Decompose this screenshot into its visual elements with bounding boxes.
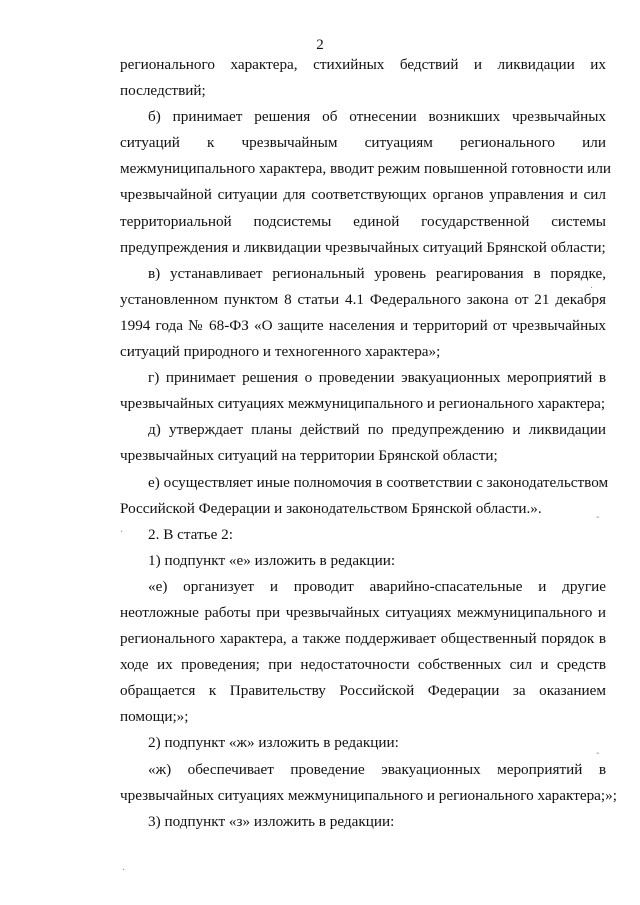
text-line: межмуниципального характера, вводит режим повышенной готовности или [120,160,612,178]
scan-speck: · [590,283,594,294]
text-line: неотложные работы при чрезвычайных ситуациях межмуниципального и [120,603,606,621]
text-line: д) утверждает планы действий по предупреждению и ликвидации [148,421,606,439]
text-line: территориальной подсистемы единой государственной системы [120,212,606,230]
paragraph [120,730,606,756]
page-number: 2 [316,37,324,53]
paragraph [120,365,606,417]
document-body [120,52,617,835]
text-line: 1) подпункт «е» изложить в редакции: [148,551,396,569]
paragraph [120,522,606,548]
text-line: чрезвычайной ситуации для соответствующих органов управления и сил [120,186,606,204]
text-line: е) осуществляет иные полномочия в соответствии с законодательством [148,473,609,491]
scan-speck: - [596,512,600,523]
paragraph [120,574,606,731]
scan-speck: - [596,748,600,759]
text-line: чрезвычайных ситуациях межмуниципального и регионального характера;»; [120,786,617,804]
text-line: г) принимает решения о проведении эвакуационных мероприятий в [148,369,606,387]
text-line: «ж) обеспечивает проведение эвакуационных мероприятий в [148,760,606,778]
paragraph [120,757,617,809]
text-line: ситуаций природного и техногенного характера»; [120,343,441,361]
text-line: предупреждения и ликвидации чрезвычайных ситуаций Брянской области; [120,238,606,256]
text-line: обращается к Правительству Российской Федерации за оказанием [120,682,606,700]
text-line: чрезвычайных ситуациях межмуниципального и регионального характера; [120,395,606,413]
text-line: регионального характера, стихийных бедствий и ликвидации их [120,56,606,73]
text-line: регионального характера, а также поддерживает общественный порядок в [120,630,606,648]
text-line: 1994 года № 68-ФЗ «О защите населения и территорий от чрезвычайных [120,316,606,334]
text-line: ситуаций к чрезвычайным ситуациям регионального или [120,134,606,152]
text-line: б) принимает решения об отнесении возникших чрезвычайных [148,108,606,126]
text-line: помощи;»; [120,708,189,726]
text-line: 2. В статье 2: [148,525,233,543]
text-line: «е) организует и проводит аварийно-спасательные и другие [148,577,606,595]
text-line: Российской Федерации и законодательством Брянской области.». [120,499,542,517]
scan-speck: . [120,524,124,535]
paragraph [120,52,606,104]
text-line: чрезвычайных ситуаций на территории Брянской области; [120,447,498,465]
text-line: 2) подпункт «ж» изложить в редакции: [148,734,399,752]
scan-speck: · [122,865,126,876]
text-line: последствий; [120,82,206,100]
text-line: в) устанавливает региональный уровень реагирования в порядке, [148,264,606,282]
paragraph [120,261,606,365]
paragraph [120,470,609,522]
text-line: ходе их проведения; при недостаточности собственных сил и средств [120,656,606,674]
paragraph [120,104,612,261]
text-line: 3) подпункт «з» изложить в редакции: [148,812,395,830]
paragraph [120,809,606,835]
paragraph [120,417,606,469]
paragraph [120,548,606,574]
text-line: установленном пунктом 8 статьи 4.1 Федерального закона от 21 декабря [120,290,606,308]
